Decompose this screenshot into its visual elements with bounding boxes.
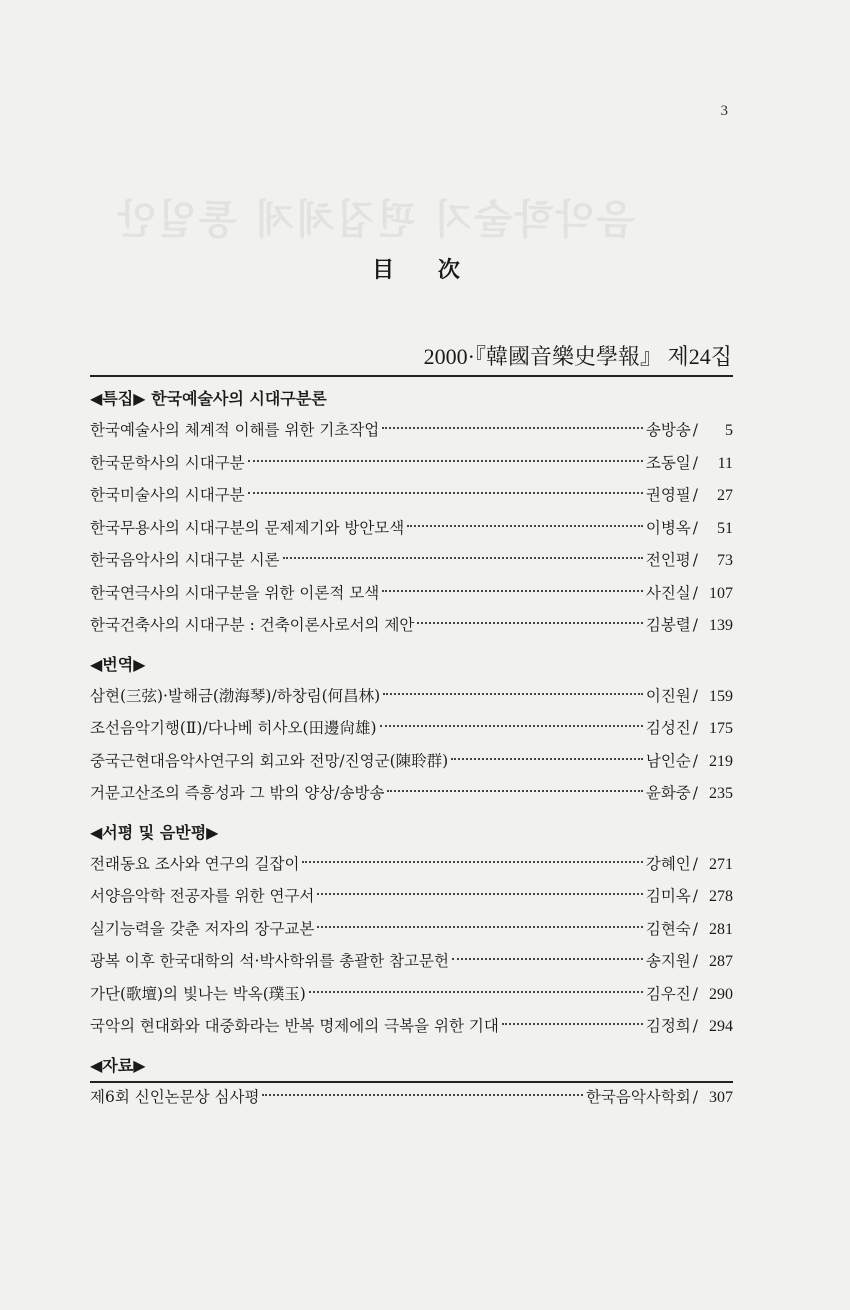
dot-leader	[451, 758, 643, 760]
separator-slash: /	[692, 784, 698, 802]
entry-title: 가단(歌壇)의 빛나는 박옥(璞玉)	[90, 984, 306, 1003]
toc-entry	[90, 880, 733, 913]
dot-leader	[262, 1094, 583, 1096]
separator-slash: /	[692, 984, 698, 1003]
entry-page: 278	[709, 888, 733, 905]
dot-leader	[309, 991, 643, 993]
separator-slash: /	[692, 421, 698, 439]
entry-page: 175	[709, 720, 733, 737]
entry-author: 윤화중	[645, 784, 691, 802]
entry-author: 사진실	[645, 583, 691, 602]
entry-page: 287	[709, 953, 733, 970]
entry-page: 51	[717, 519, 733, 537]
entry-title: 한국무용사의 시대구분의 문제제기와 방안모색	[90, 518, 405, 537]
separator-slash: /	[692, 486, 698, 504]
entry-author: 김성진	[645, 719, 691, 737]
entry-author: 한국음악사학회	[585, 1087, 691, 1106]
separator-slash: /	[692, 854, 698, 873]
separator-slash: /	[692, 887, 698, 905]
toc-entry	[90, 848, 733, 881]
entry-title: 한국음악사의 시대구분 시론	[90, 551, 280, 569]
entry-title: 조선음악기행(Ⅱ)/다나베 히사오(田邊尙雄)	[90, 719, 377, 737]
entry-author: 김현숙	[645, 919, 691, 938]
dot-leader	[452, 958, 643, 960]
entry-author: 이병옥	[645, 518, 691, 537]
entry-title: 광복 이후 한국대학의 석·박사학위를 총괄한 참고문헌	[90, 952, 449, 970]
entry-page: 271	[709, 855, 733, 873]
dot-leader	[317, 926, 642, 928]
section-heading: ◀특집▶ 한국예술사의 시대구분론	[90, 389, 327, 408]
toc-entry	[90, 479, 733, 512]
entry-page: 107	[709, 584, 733, 602]
entry-title: 한국미술사의 시대구분	[90, 486, 245, 504]
separator-slash: /	[692, 1017, 698, 1035]
entry-page: 27	[717, 487, 733, 504]
entry-author: 김우진	[645, 984, 691, 1003]
entry-author: 송지원	[645, 952, 691, 970]
entry-author: 권영필	[645, 486, 691, 504]
entry-title: 제6회 신인논문상 심사평	[90, 1087, 260, 1106]
toc-entry	[90, 978, 733, 1011]
entry-title: 실기능력을 갖춘 저자의 장구교본	[90, 919, 315, 938]
toc-entry	[90, 1010, 733, 1043]
dot-leader	[317, 893, 642, 895]
entry-page: 73	[717, 552, 733, 569]
table-of-contents	[90, 384, 733, 1113]
dot-leader	[382, 590, 643, 592]
entry-author: 남인순	[645, 751, 691, 770]
separator-slash: /	[692, 583, 698, 602]
entry-title: 삼현(三弦)·발해금(渤海琴)/하창림(何昌林)	[90, 686, 381, 705]
entry-page: 294	[709, 1018, 733, 1035]
separator-slash: /	[692, 453, 698, 472]
entry-title: 중국근현대음악사연구의 회고와 전망/진영군(陳聆群)	[90, 751, 449, 770]
dot-leader	[283, 557, 643, 559]
entry-author: 김미옥	[645, 887, 691, 905]
toc-entry	[90, 609, 733, 642]
entry-title: 한국연극사의 시대구분을 위한 이론적 모색	[90, 583, 380, 602]
toc-entry	[90, 414, 733, 447]
toc-entry	[90, 680, 733, 713]
dot-leader	[248, 492, 643, 494]
separator-slash: /	[692, 751, 698, 770]
entry-page: 11	[717, 454, 733, 472]
separator-slash: /	[692, 551, 698, 569]
entry-title: 전래동요 조사와 연구의 길잡이	[90, 854, 300, 873]
dot-leader	[417, 622, 642, 624]
issue-line: 2000·『韓國音樂史學報』 제24집	[423, 344, 732, 369]
separator-slash: /	[692, 686, 698, 705]
dot-leader	[248, 460, 643, 462]
separator-slash: /	[692, 1087, 698, 1106]
toc-entry	[90, 745, 733, 778]
entry-page: 5	[725, 422, 733, 439]
entry-page: 281	[709, 920, 733, 938]
entry-author: 강혜인	[645, 854, 691, 873]
toc-entry	[90, 512, 733, 545]
toc-entry	[90, 777, 733, 810]
toc-entry	[90, 1081, 733, 1114]
entry-author: 이진원	[645, 686, 691, 705]
separator-slash: /	[692, 616, 698, 634]
entry-title: 서양음악학 전공자를 위한 연구서	[90, 887, 315, 905]
entry-title: 국악의 현대화와 대중화라는 반복 명제에의 극복을 위한 기대	[90, 1017, 499, 1035]
entry-author: 조동일	[645, 453, 691, 472]
dot-leader	[380, 725, 643, 727]
bleed-through-text: 음악학술지 편집체제 통일안	[115, 197, 635, 243]
dot-leader	[382, 427, 643, 429]
entry-page: 139	[709, 617, 733, 634]
separator-slash: /	[692, 952, 698, 970]
toc-entry	[90, 945, 733, 978]
separator-slash: /	[692, 518, 698, 537]
dot-leader	[387, 790, 642, 792]
section-heading: ◀서평 및 음반평▶	[90, 822, 219, 842]
toc-entry	[90, 447, 733, 480]
dot-leader	[502, 1023, 643, 1025]
toc-entry	[90, 712, 733, 745]
entry-page: 159	[709, 687, 733, 705]
separator-slash: /	[692, 919, 698, 938]
entry-title: 한국문학사의 시대구분	[90, 453, 245, 472]
entry-title: 거문고산조의 즉흥성과 그 밖의 양상/송방송	[90, 784, 385, 802]
page-number: 3	[720, 103, 728, 119]
dot-leader	[383, 693, 643, 695]
bottom-rule	[90, 1081, 733, 1083]
toc-entry	[90, 913, 733, 946]
dot-leader	[302, 861, 642, 863]
section-heading: ◀번역▶	[90, 654, 146, 674]
entry-page: 235	[709, 785, 733, 802]
entry-page: 219	[709, 752, 733, 770]
entry-page: 290	[709, 985, 733, 1003]
entry-author: 김봉렬	[645, 616, 691, 634]
separator-slash: /	[692, 719, 698, 737]
entry-author: 김정희	[645, 1017, 691, 1035]
section-heading: ◀자료▶	[90, 1055, 146, 1075]
toc-title: 目 次	[372, 258, 478, 283]
toc-entry	[90, 577, 733, 610]
entry-author: 전인평	[645, 551, 691, 569]
dot-leader	[407, 525, 643, 527]
top-rule	[90, 375, 733, 377]
entry-title: 한국예술사의 체계적 이해를 위한 기초작업	[90, 421, 380, 439]
entry-page: 307	[709, 1088, 733, 1106]
toc-entry	[90, 544, 733, 577]
entry-title: 한국건축사의 시대구분 : 건축이론사로서의 제안	[90, 616, 415, 634]
entry-author: 송방송	[645, 421, 691, 439]
